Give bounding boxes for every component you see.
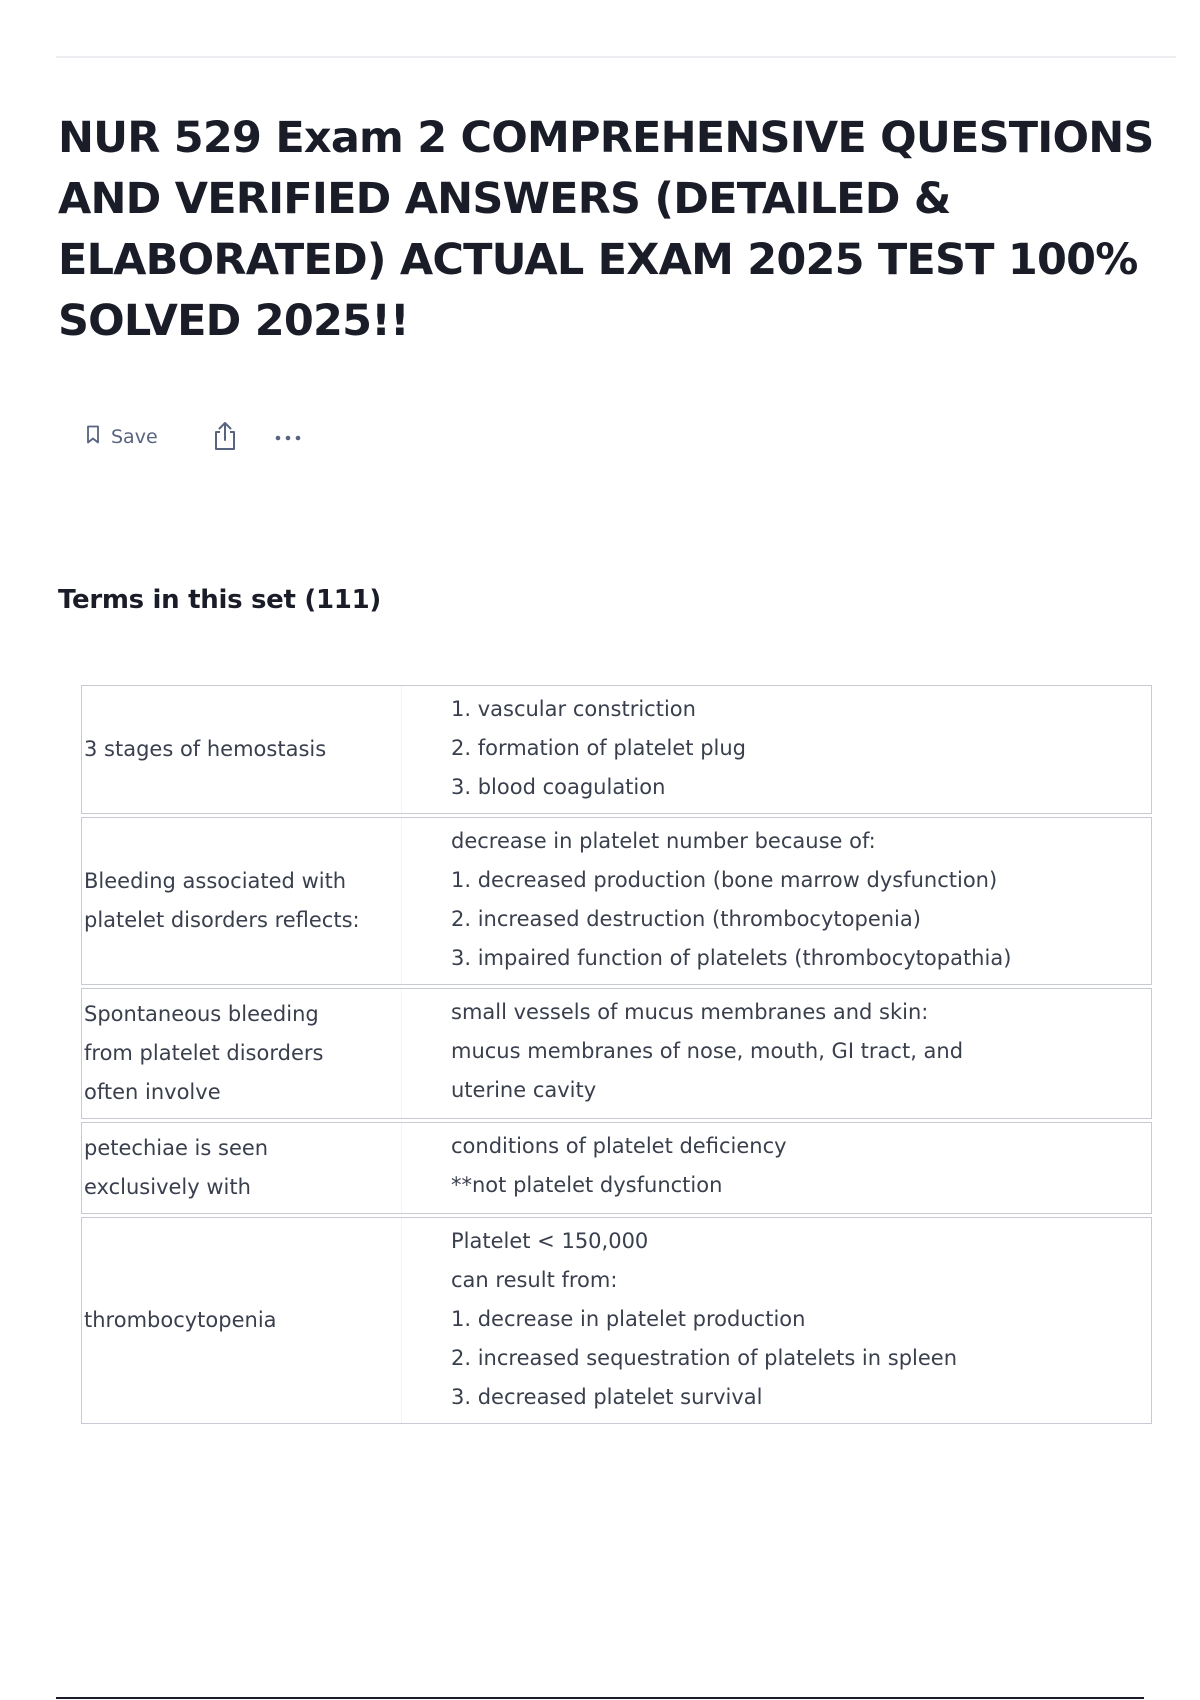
save-button[interactable] bbox=[86, 425, 158, 449]
definition-line: 2. increased sequestration of platelets in spleen bbox=[451, 1346, 958, 1370]
definition-line: 2. increased destruction (thrombocytopenia) bbox=[451, 907, 921, 931]
definition-cell bbox=[402, 1218, 1151, 1423]
definition-line: decrease in platelet number because of: bbox=[451, 829, 876, 853]
term-text: thrombocytopenia bbox=[84, 1308, 277, 1332]
definition-line: 3. blood coagulation bbox=[451, 775, 666, 799]
definition-line: mucus membranes of nose, mouth, GI tract, and bbox=[451, 1039, 964, 1063]
term-row bbox=[81, 1122, 1152, 1214]
terms-list bbox=[81, 685, 1152, 1427]
term-text: Bleeding associated with platelet disorders reflects: bbox=[84, 869, 360, 932]
more-options-button[interactable] bbox=[274, 430, 302, 445]
definition-line: 1. decrease in platelet production bbox=[451, 1307, 806, 1331]
definition-line: 1. vascular constriction bbox=[451, 697, 696, 721]
term-text: petechiae is seen exclusively with bbox=[84, 1136, 269, 1199]
share-button[interactable] bbox=[212, 421, 238, 454]
term-row bbox=[81, 685, 1152, 814]
save-label: Save bbox=[111, 426, 158, 448]
bookmark-icon bbox=[86, 425, 100, 449]
term-row bbox=[81, 1217, 1152, 1424]
definition-line: **not platelet dysfunction bbox=[451, 1173, 723, 1197]
term-text: 3 stages of hemostasis bbox=[84, 737, 327, 761]
definition-line: uterine cavity bbox=[451, 1078, 597, 1102]
definition-line: can result from: bbox=[451, 1268, 618, 1292]
definition-cell bbox=[402, 686, 1151, 813]
action-bar bbox=[86, 420, 302, 454]
definition-line: small vessels of mucus membranes and skin: bbox=[451, 1000, 929, 1024]
term-text: Spontaneous bleeding from platelet disorders often involve bbox=[84, 1002, 324, 1104]
definition-cell bbox=[402, 989, 1151, 1118]
more-icon bbox=[274, 430, 302, 445]
term-cell bbox=[82, 1218, 402, 1423]
term-cell bbox=[82, 989, 402, 1118]
terms-heading: Terms in this set (111) bbox=[58, 585, 381, 615]
term-cell bbox=[82, 818, 402, 984]
definition-line: 3. impaired function of platelets (thrombocytopathia) bbox=[451, 946, 1012, 970]
term-cell bbox=[82, 686, 402, 813]
definition-line: 2. formation of platelet plug bbox=[451, 736, 747, 760]
bottom-divider bbox=[56, 1697, 1144, 1699]
definition-cell bbox=[402, 1123, 1151, 1213]
definition-line: conditions of platelet deficiency bbox=[451, 1134, 787, 1158]
term-cell bbox=[82, 1123, 402, 1213]
page-title: NUR 529 Exam 2 COMPREHENSIVE QUESTIONS AND VERIFIED ANSWERS (DETAILED & ELABORATED) ACTUAL EXAM 2025 TEST 100% SOLVED 2025!! bbox=[58, 113, 1154, 346]
definition-cell bbox=[402, 818, 1151, 984]
definition-line: Platelet < 150,000 bbox=[451, 1229, 649, 1253]
definition-line: 3. decreased platelet survival bbox=[451, 1385, 763, 1409]
top-divider bbox=[56, 56, 1176, 58]
term-row bbox=[81, 988, 1152, 1119]
term-row bbox=[81, 817, 1152, 985]
share-icon bbox=[212, 421, 238, 454]
definition-line: 1. decreased production (bone marrow dysfunction) bbox=[451, 868, 998, 892]
